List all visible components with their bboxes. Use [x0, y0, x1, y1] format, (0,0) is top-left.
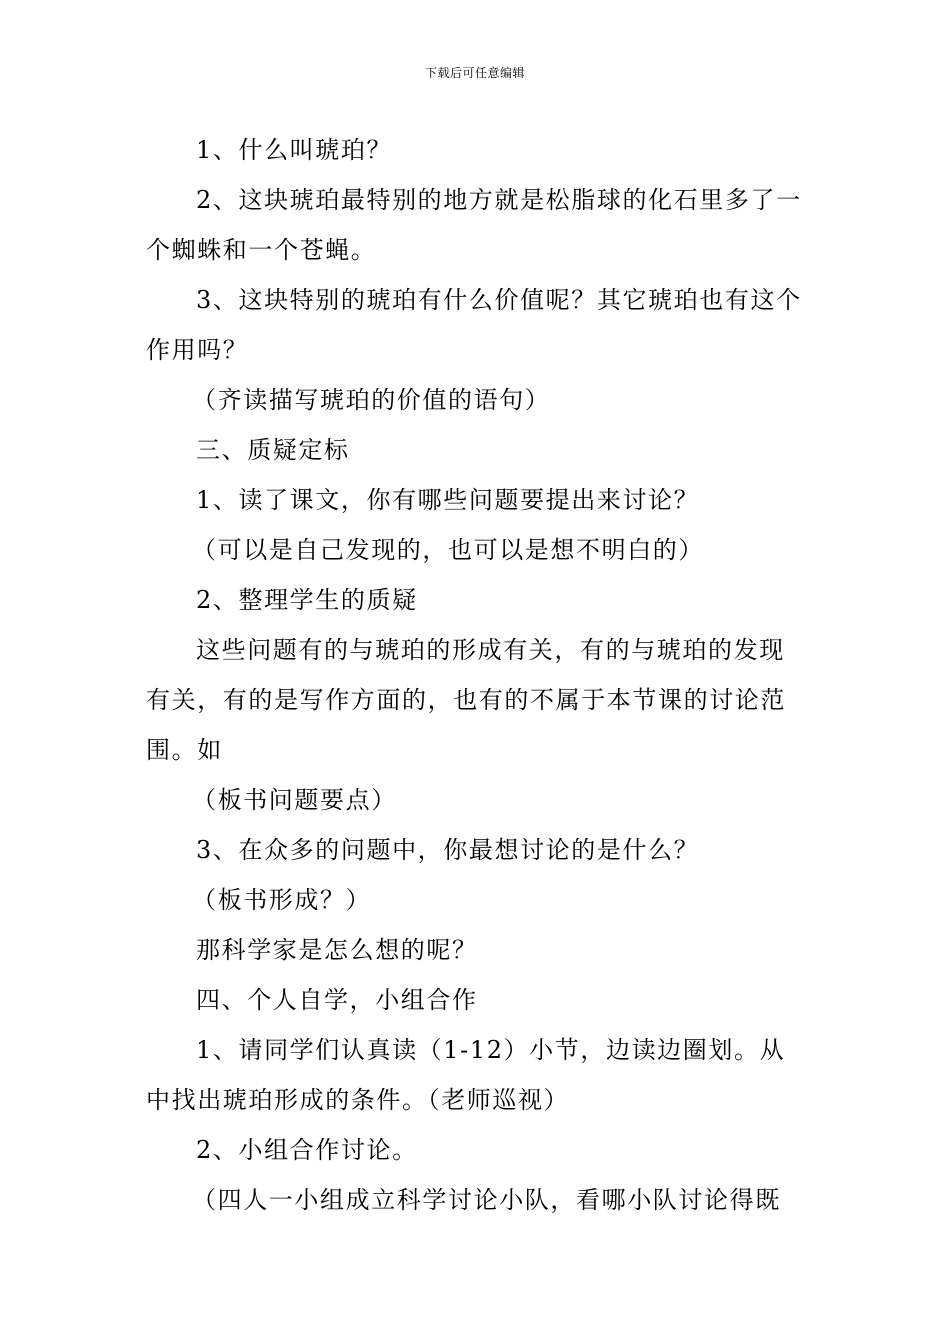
- paragraph: 2、这块琥珀最特别的地方就是松脂球的化石里多了一个蜘蛛和一个苍蝇。: [146, 186, 802, 264]
- page-header: 下载后可任意编辑: [424, 66, 525, 80]
- paragraph: 1、读了课文，你有哪些问题要提出来讨论？: [196, 486, 700, 514]
- paragraph: 1、什么叫琥珀？: [196, 136, 393, 164]
- section-heading: 四、个人自学，小组合作: [196, 986, 478, 1014]
- paragraph: 那科学家是怎么想的呢？: [196, 936, 478, 964]
- paragraph: 这些问题有的与琥珀的形成有关，有的与琥珀的发现有关，有的是写作方面的，也有的不属于本节课的讨论范围。如: [146, 636, 786, 764]
- paragraph: 3、在众多的问题中，你最想讨论的是什么？: [196, 836, 700, 864]
- paragraph: 2、小组合作讨论。: [196, 1136, 418, 1164]
- section-heading: 三、质疑定标: [196, 436, 350, 464]
- paragraph: （板书形成？）: [192, 886, 372, 914]
- paragraph: （齐读描写琥珀的价值的语句）: [192, 386, 551, 414]
- paragraph: （可以是自己发现的，也可以是想不明白的）: [192, 536, 704, 564]
- paragraph: 3、这块特别的琥珀有什么价值呢？其它琥珀也有这个作用吗？: [146, 286, 802, 364]
- paragraph: （板书问题要点）: [192, 786, 397, 814]
- paragraph: 2、整理学生的质疑: [196, 586, 418, 614]
- paragraph: 1、请同学们认真读（1-12）小节，边读边圈划。从中找出琥珀形成的条件。（老师巡视）: [146, 1036, 786, 1114]
- document-body: [146, 125, 810, 1225]
- paragraph: （四人一小组成立科学讨论小队，看哪小队讨论得既: [192, 1186, 781, 1214]
